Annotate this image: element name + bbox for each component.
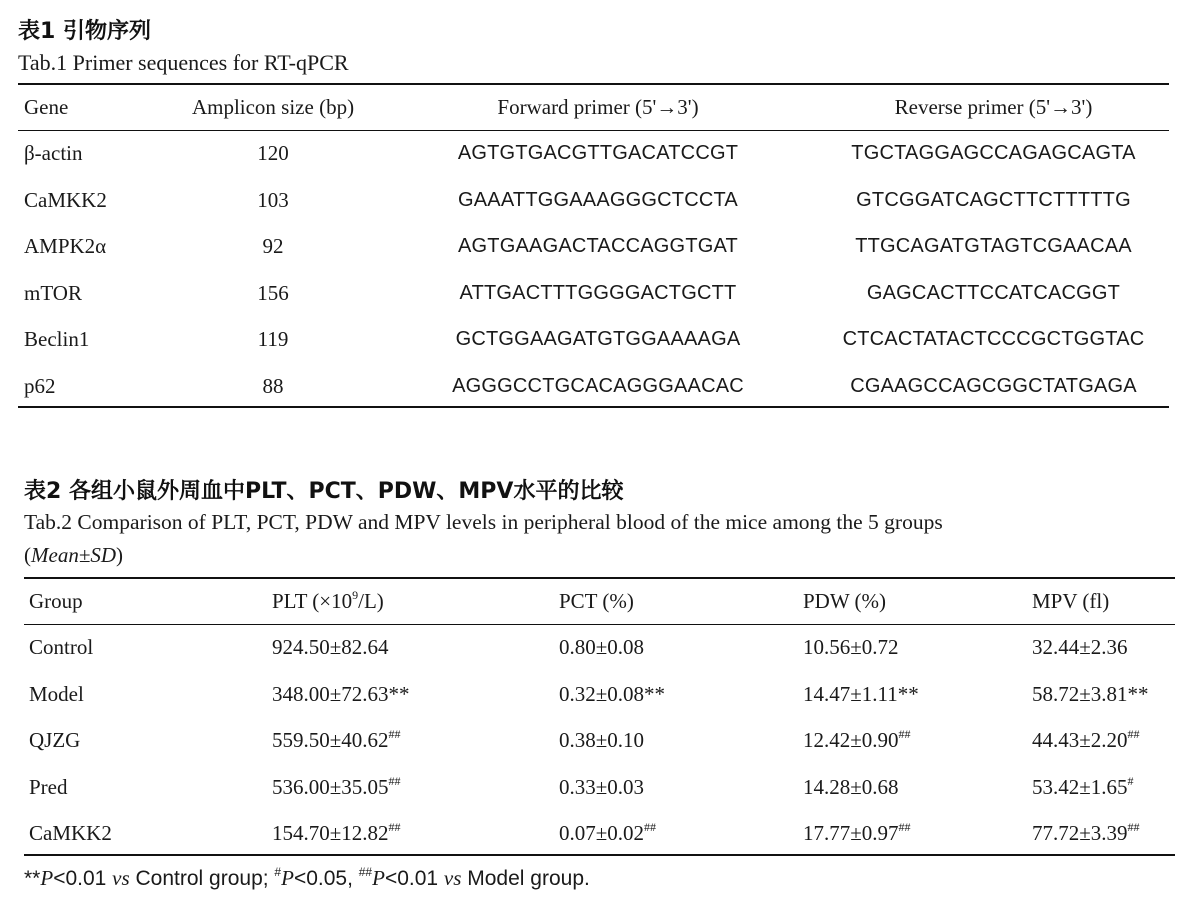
amplicon-cell: 156	[257, 280, 289, 305]
pdw-cell	[803, 718, 1032, 765]
footnote-p3: P	[372, 866, 385, 890]
mpv-mark: ##	[1127, 727, 1140, 742]
plt-value: 154.70±12.82	[272, 821, 389, 846]
plt-header-pre: PLT (×10	[272, 588, 353, 613]
table2-header-mpv: MPV (fl)	[1032, 588, 1110, 613]
subtitle-open: (	[24, 543, 31, 567]
table1-header-forward: Forward primer (5'→3')	[497, 94, 699, 119]
pct-value: 0.33±0.03	[559, 774, 645, 799]
plt-value: 924.50±82.64	[272, 635, 389, 660]
group-cell: Control	[29, 635, 94, 660]
pdw-value: 14.47±1.11**	[803, 681, 919, 706]
amplicon-cell: 103	[257, 187, 289, 212]
footnote-t2: Control group;	[129, 867, 275, 890]
pdw-value: 14.28±0.68	[803, 774, 899, 799]
mpv-value: 77.72±3.39	[1032, 821, 1128, 846]
subtitle-close: )	[116, 543, 124, 567]
pct-mark: ##	[644, 820, 657, 835]
amplicon-cell: 88	[262, 373, 284, 398]
pct-cell	[559, 764, 803, 811]
table2-header-group: Group	[29, 588, 83, 613]
pdw-value: 17.77±0.97	[803, 821, 899, 846]
table-row	[18, 177, 1169, 224]
footnote-p1: P	[40, 866, 54, 890]
gene-cell: p62	[24, 373, 56, 398]
reverse-primer-cell: GTCGGATCAGCTTCTTTTTG	[856, 188, 1131, 211]
plt-cell	[272, 625, 559, 672]
pdw-cell	[803, 671, 1032, 718]
forward-primer-cell: AGTGTGACGTTGACATCCGT	[457, 142, 739, 165]
pdw-mark: ##	[898, 820, 911, 835]
pct-value: 0.07±0.02	[559, 821, 645, 846]
plt-header-post: /L)	[358, 588, 384, 613]
mpv-value: 32.44±2.36	[1032, 635, 1128, 660]
table2-header-pct: PCT (%)	[559, 588, 634, 613]
reverse-primer-cell: TTGCAGATGTAGTCGAACAA	[855, 235, 1132, 258]
table2-subtitle	[24, 543, 123, 568]
gene-cell: AMPK2α	[24, 234, 107, 259]
forward-primer-cell: AGGGCCTGCACAGGGAACAC	[452, 374, 744, 397]
table1-header-amplicon: Amplicon size (bp)	[191, 94, 355, 119]
mpv-mark: ##	[1127, 820, 1140, 835]
mpv-value: 58.72±3.81**	[1032, 681, 1149, 706]
footnote-sup1: #	[274, 865, 282, 879]
table2-header-plt	[272, 578, 559, 625]
plt-value: 348.00±72.63**	[272, 681, 410, 706]
subtitle-italic: Mean±SD	[31, 543, 117, 567]
pct-value: 0.38±0.10	[559, 728, 645, 753]
group-cell: CaMKK2	[29, 821, 112, 846]
table2-en-title: Tab.2 Comparison of PLT, PCT, PDW and MPV levels in peripheral blood of the mice among the 5 groups	[24, 510, 943, 534]
gene-cell: mTOR	[24, 280, 82, 305]
table-row	[24, 671, 1175, 718]
table1-header-row	[18, 84, 1169, 131]
footnote-p2: P	[281, 866, 294, 890]
amplicon-cell: 92	[262, 234, 284, 259]
plt-cell	[272, 811, 559, 858]
forward-primer-cell: ATTGACTTTGGGGACTGCTT	[459, 281, 737, 304]
pdw-value: 12.42±0.90	[803, 728, 899, 753]
footnote-vs1: vs	[112, 866, 130, 890]
pdw-cell	[803, 811, 1032, 858]
reverse-primer-cell: CGAAGCCAGCGGCTATGAGA	[850, 374, 1137, 397]
pdw-value: 10.56±0.72	[803, 635, 899, 660]
table-row	[24, 625, 1175, 672]
table-row	[24, 764, 1175, 811]
plt-cell	[272, 764, 559, 811]
group-cell: QJZG	[29, 728, 81, 753]
plt-mark: ##	[388, 820, 401, 835]
group-cell: Pred	[29, 774, 68, 799]
plt-mark: ##	[388, 727, 401, 742]
mpv-value: 53.42±1.65	[1032, 774, 1128, 799]
footnote-t3: <0.05,	[293, 867, 359, 890]
mpv-cell	[1032, 811, 1175, 858]
table-row	[24, 811, 1175, 858]
table1-header-gene: Gene	[24, 94, 69, 119]
pct-cell	[559, 811, 803, 858]
table2	[24, 578, 1175, 857]
table-row	[18, 317, 1169, 364]
pdw-mark: ##	[898, 727, 911, 742]
plt-value: 559.50±40.62	[272, 728, 389, 753]
group-cell: Model	[29, 681, 84, 706]
footnote-vs2: vs	[443, 866, 462, 890]
mpv-cell	[1032, 671, 1175, 718]
forward-primer-cell: GAAATTGGAAAGGGCTCCTA	[458, 188, 738, 211]
amplicon-cell: 120	[257, 141, 289, 166]
gene-cell: β-actin	[24, 141, 83, 166]
table2-cn-title: 表2 各组小鼠外周血中PLT、PCT、PDW、MPV水平的比较	[24, 479, 624, 504]
mpv-mark: #	[1127, 773, 1134, 788]
table1-header-reverse: Reverse primer (5'→3')	[894, 94, 1093, 119]
gene-cell: Beclin1	[24, 327, 90, 352]
pct-cell	[559, 718, 803, 765]
pdw-cell	[803, 625, 1032, 672]
plt-value: 536.00±35.05	[272, 774, 389, 799]
table-row	[24, 718, 1175, 765]
pct-cell	[559, 625, 803, 672]
table-row	[18, 270, 1169, 317]
footnote-sup2: ##	[358, 865, 373, 879]
footnote-t1: <0.01	[53, 867, 113, 890]
reverse-primer-cell: TGCTAGGAGCCAGAGCAGTA	[851, 142, 1136, 165]
table-row	[18, 363, 1169, 410]
table1	[18, 84, 1169, 410]
pdw-cell	[803, 764, 1032, 811]
table2-footnote	[24, 866, 590, 891]
table-row	[18, 131, 1169, 178]
pct-value: 0.80±0.08	[559, 635, 645, 660]
footnote-stars: **	[24, 867, 41, 890]
reverse-primer-cell: GAGCACTTCCATCACGGT	[866, 281, 1121, 304]
plt-mark: ##	[388, 773, 401, 788]
amplicon-cell: 119	[257, 327, 289, 352]
table1-cn-title: 表1 引物序列	[18, 19, 151, 44]
table2-header-row	[24, 578, 1175, 625]
plt-cell	[272, 718, 559, 765]
table2-header-pdw: PDW (%)	[803, 588, 887, 613]
mpv-value: 44.43±2.20	[1032, 728, 1128, 753]
forward-primer-cell: AGTGAAGACTACCAGGTGAT	[458, 235, 738, 258]
reverse-primer-cell: CTCACTATACTCCCGCTGGTAC	[842, 328, 1145, 351]
pct-value: 0.32±0.08**	[559, 681, 666, 706]
footnote-t4: <0.01	[384, 867, 444, 890]
plt-cell	[272, 671, 559, 718]
table1-en-title: Tab.1 Primer sequences for RT-qPCR	[18, 50, 349, 75]
mpv-cell	[1032, 625, 1175, 672]
footnote-t5: Model group.	[461, 867, 590, 890]
plt-header-sup: 9	[352, 587, 359, 602]
table-row	[18, 224, 1169, 271]
gene-cell: CaMKK2	[24, 187, 107, 212]
mpv-cell	[1032, 764, 1175, 811]
pct-cell	[559, 671, 803, 718]
mpv-cell	[1032, 718, 1175, 765]
forward-primer-cell: GCTGGAAGATGTGGAAAAGA	[455, 328, 741, 351]
